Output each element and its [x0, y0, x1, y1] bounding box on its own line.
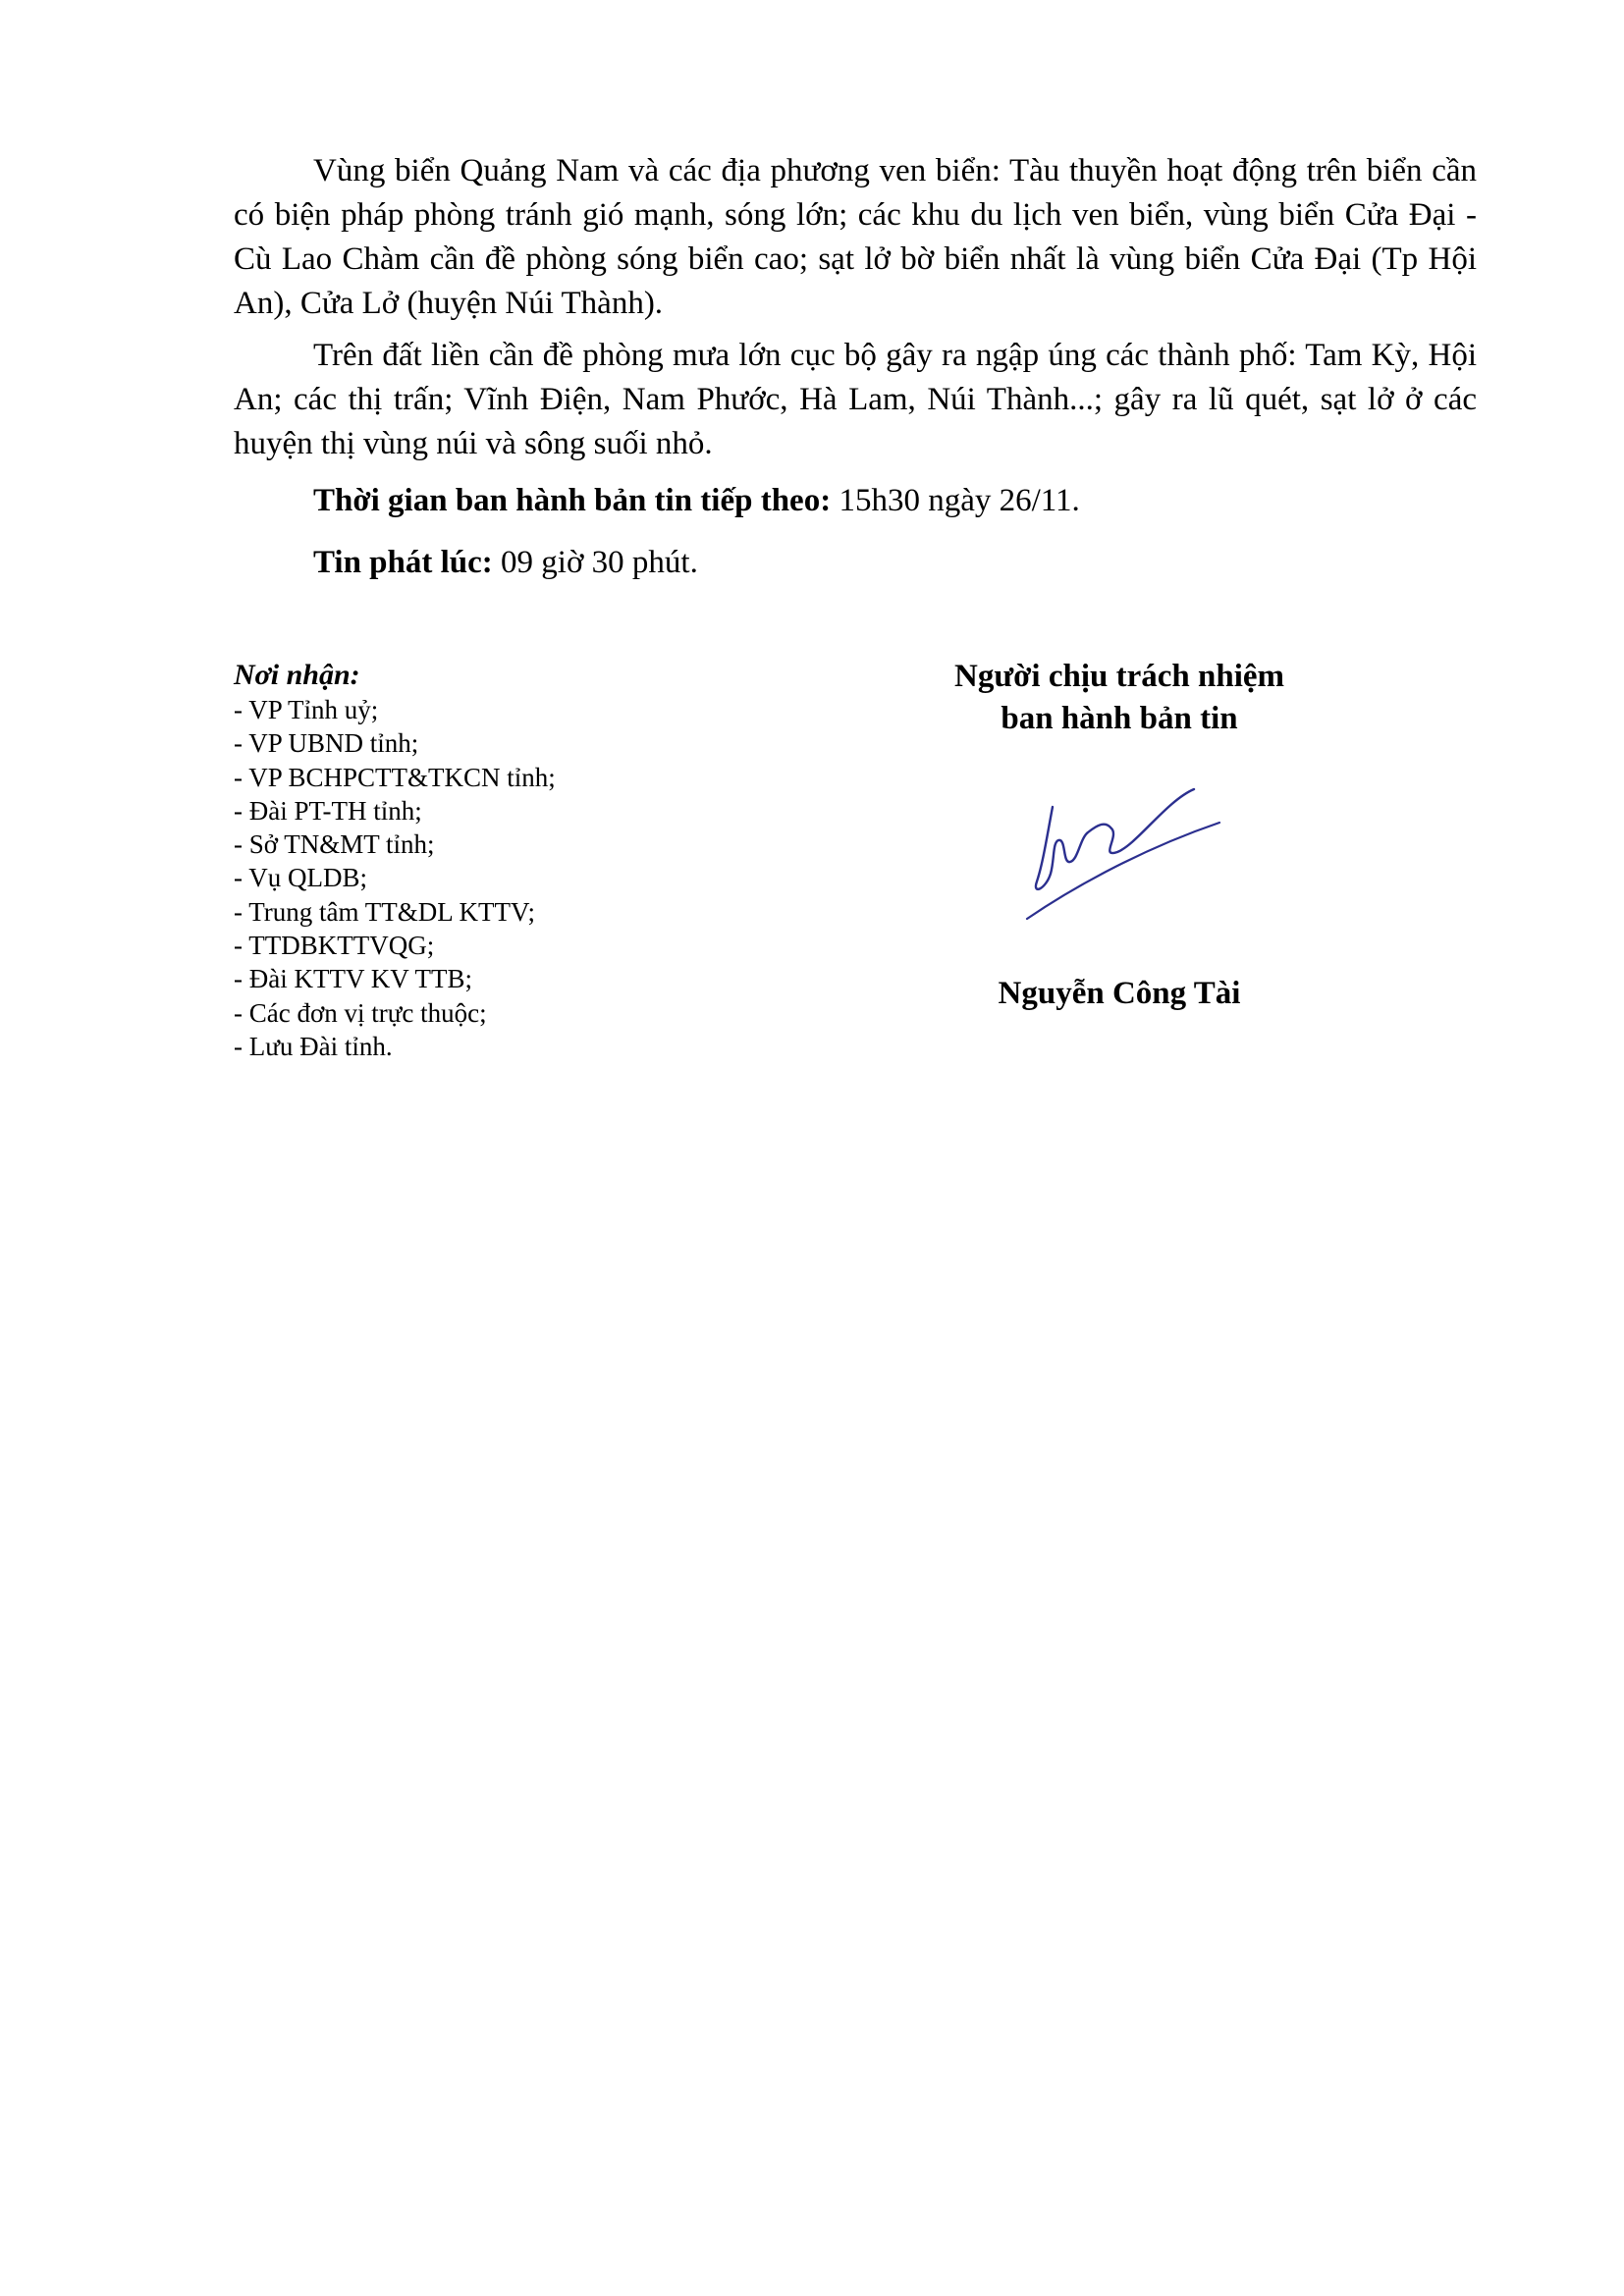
- signature-stroke: [1036, 789, 1194, 889]
- recipient-item: - VP Tỉnh uỷ;: [234, 695, 379, 724]
- recipient-item: - VP UBND tỉnh;: [234, 728, 419, 759]
- paragraph-sea-warning: Vùng biển Quảng Nam và các địa phương ven biển: Tàu thuyền hoạt động trên biển cần có biện pháp phòng tránh gió mạnh, sóng lớn; các khu du lịch ven biển, vùng biển Cửa Đại - Cù Lao Chàm cần đề phòng sóng biển cao; sạt lở bờ biển nhất là vùng biển Cửa Đại (Tp Hội An), Cửa Lở (huyện Núi Thành).: [234, 153, 1477, 321]
- next-issue-line: [234, 474, 1477, 528]
- recipient-item: - Đài KTTV KV TTB;: [234, 964, 472, 994]
- signer-name: Nguyễn Công Tài: [998, 976, 1241, 1011]
- recipient-item: - Trung tâm TT&DL KTTV;: [234, 896, 535, 927]
- recipients-block: [234, 658, 823, 1063]
- signer-role-line1: Người chịu trách nhiệm: [954, 659, 1284, 694]
- issued-at-value: 09 giờ 30 phút.: [501, 545, 698, 580]
- recipients-list: [234, 693, 823, 1063]
- recipient-item: - Các đơn vị trực thuộc;: [234, 997, 487, 1028]
- next-issue-value: 15h30 ngày 26/11.: [839, 483, 1080, 518]
- recipient-item: - Lưu Đài tỉnh.: [234, 1031, 393, 1061]
- recipient-item: - TTDBKTTVQG;: [234, 931, 435, 961]
- handwritten-signature: [992, 779, 1247, 927]
- recipient-item: - VP BCHPCTT&TKCN tỉnh;: [234, 762, 556, 792]
- recipient-item: - Sở TN&MT tỉnh;: [234, 829, 435, 860]
- issued-at-label: Tin phát lúc:: [313, 545, 493, 580]
- recipient-item: - Vụ QLDB;: [234, 863, 368, 893]
- next-issue-label: Thời gian ban hành bản tin tiếp theo:: [313, 483, 832, 518]
- signature-underline: [1027, 823, 1219, 919]
- issued-at-line: [234, 536, 1477, 590]
- recipient-item: - Đài PT-TH tỉnh;: [234, 795, 422, 826]
- document-body: [234, 149, 1477, 598]
- signer-role-line2: ban hành bản tin: [1001, 701, 1238, 736]
- paragraph-land-warning: Trên đất liền cần đề phòng mưa lớn cục bộ gây ra ngập úng các thành phố: Tam Kỳ, Hội An; các thị trấn; Vĩnh Điện, Nam Phước, Hà Lam, Núi Thành...; gây ra lũ quét, sạt lở ở các huyện thị vùng núi và sông suối nhỏ.: [234, 338, 1477, 461]
- signer-block: [864, 656, 1375, 1013]
- recipients-title: Nơi nhận:: [234, 659, 360, 691]
